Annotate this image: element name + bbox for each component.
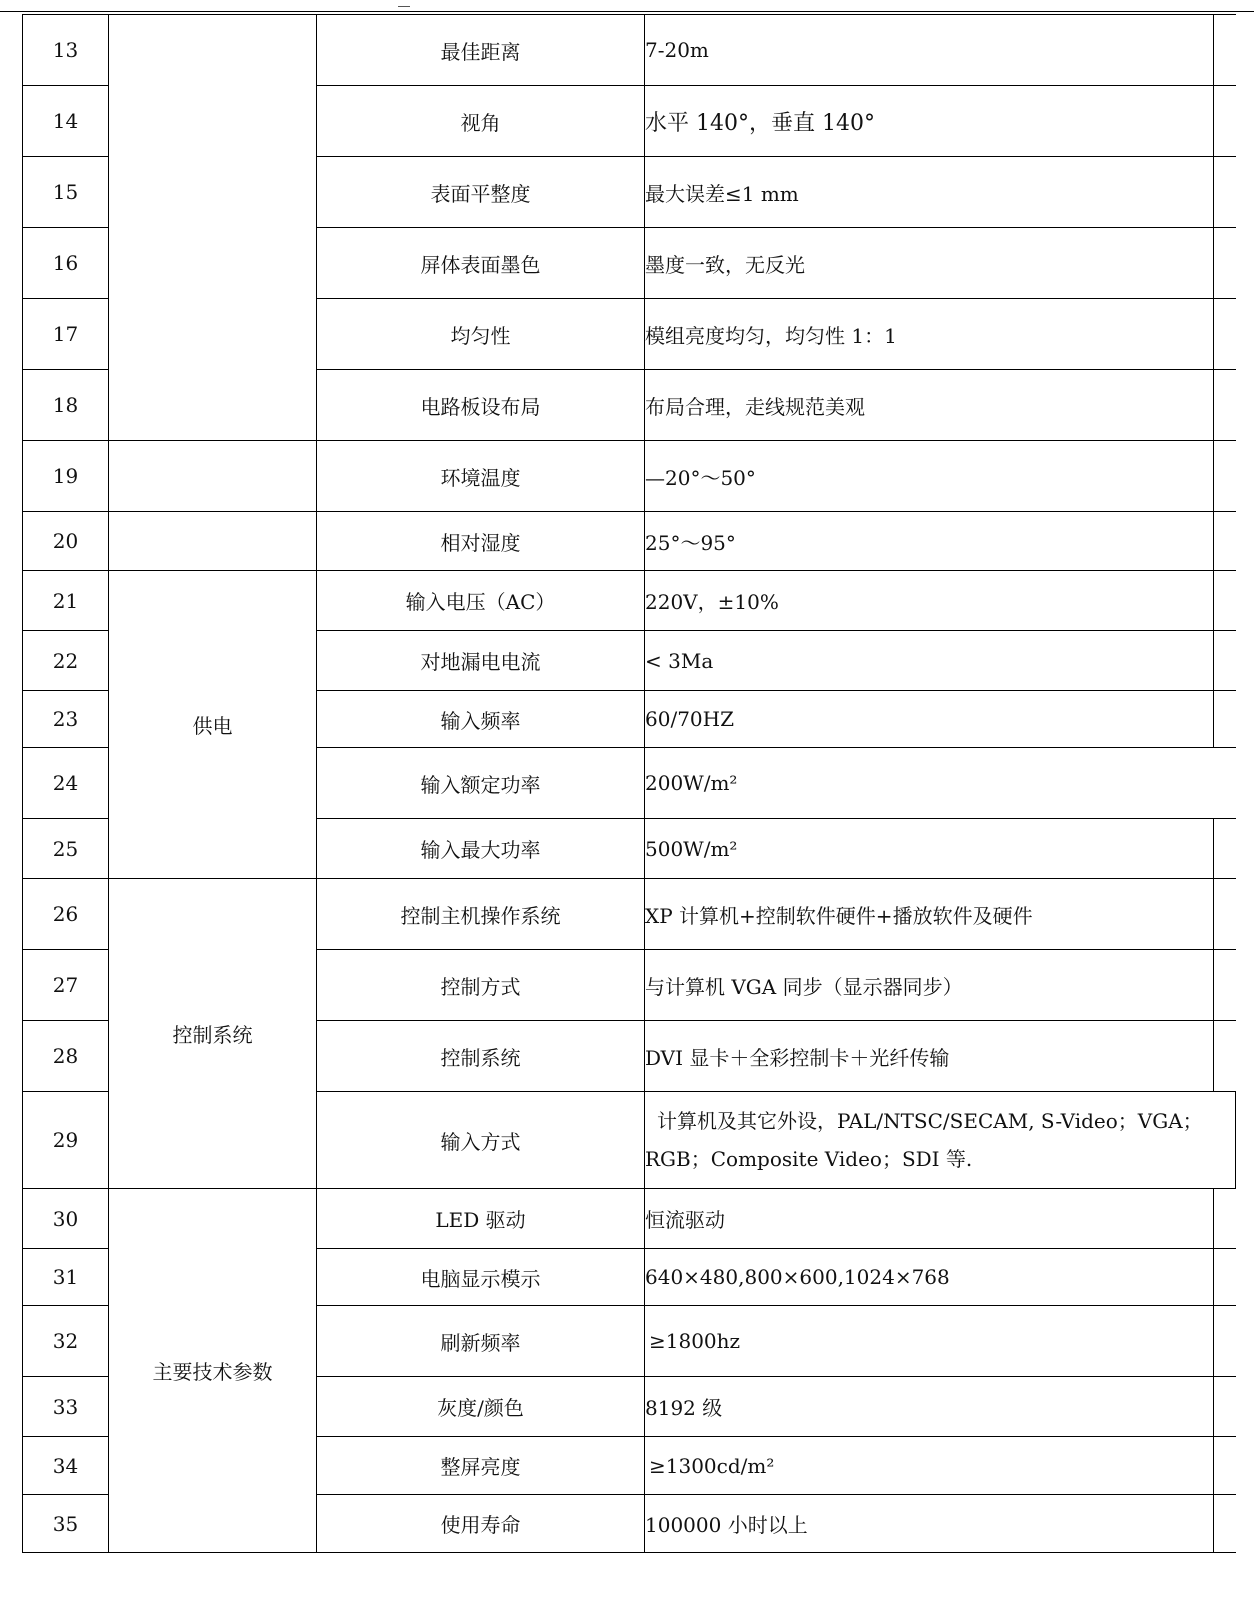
row-number: 22 bbox=[23, 631, 109, 691]
param-name: 使用寿命 bbox=[317, 1495, 645, 1553]
spec-table bbox=[22, 14, 1236, 1553]
table-edge-cell bbox=[1214, 691, 1236, 748]
param-value: DVI 显卡＋全彩控制卡＋光纤传输 bbox=[645, 1021, 1214, 1092]
param-value: ≥1300cd/m² bbox=[645, 1437, 1214, 1495]
param-value: 水平 140°，垂直 140° bbox=[645, 86, 1214, 157]
param-name: 电路板设布局 bbox=[317, 370, 645, 441]
param-name: 控制主机操作系统 bbox=[317, 879, 645, 950]
param-value bbox=[645, 1092, 1236, 1189]
row-number: 24 bbox=[23, 748, 109, 819]
category-power: 供电 bbox=[109, 571, 317, 879]
row-number: 32 bbox=[23, 1306, 109, 1377]
param-value: 恒流驱动 bbox=[645, 1189, 1214, 1249]
row-number: 25 bbox=[23, 819, 109, 879]
row-number: 34 bbox=[23, 1437, 109, 1495]
table-edge-cell bbox=[1214, 15, 1236, 86]
param-name: 最佳距离 bbox=[317, 15, 645, 86]
row-number: 33 bbox=[23, 1377, 109, 1437]
param-value: 墨度一致，无反光 bbox=[645, 228, 1214, 299]
row-number: 19 bbox=[23, 441, 109, 512]
param-name: 刷新频率 bbox=[317, 1306, 645, 1377]
table-row bbox=[23, 879, 1236, 950]
table-row bbox=[23, 1189, 1236, 1249]
row-number: 27 bbox=[23, 950, 109, 1021]
table-edge-cell bbox=[1214, 370, 1236, 441]
table-edge-cell bbox=[1214, 86, 1236, 157]
param-value-line-1: 计算机及其它外设，PAL/NTSC/SECAM, S-Video；VGA； bbox=[657, 1109, 1203, 1133]
param-value: < 3Ma bbox=[645, 631, 1214, 691]
table-row bbox=[23, 512, 1236, 571]
param-name: 电脑显示模示 bbox=[317, 1249, 645, 1306]
table-edge-cell bbox=[1214, 228, 1236, 299]
row-number: 16 bbox=[23, 228, 109, 299]
param-name: 控制方式 bbox=[317, 950, 645, 1021]
category-control: 控制系统 bbox=[109, 879, 317, 1189]
table-edge-cell bbox=[1214, 157, 1236, 228]
param-name: 控制系统 bbox=[317, 1021, 645, 1092]
param-name: 输入方式 bbox=[317, 1092, 645, 1189]
param-value: 220V，±10% bbox=[645, 571, 1214, 631]
row-number: 30 bbox=[23, 1189, 109, 1249]
row-number: 18 bbox=[23, 370, 109, 441]
param-value: 布局合理，走线规范美观 bbox=[645, 370, 1214, 441]
table-row bbox=[23, 571, 1236, 631]
row-number: 21 bbox=[23, 571, 109, 631]
row-number: 17 bbox=[23, 299, 109, 370]
row-number: 15 bbox=[23, 157, 109, 228]
param-name: 视角 bbox=[317, 86, 645, 157]
row-number: 26 bbox=[23, 879, 109, 950]
table-edge-cell bbox=[1214, 1306, 1236, 1377]
param-value: 与计算机 VGA 同步（显示器同步） bbox=[645, 950, 1214, 1021]
param-name: 对地漏电电流 bbox=[317, 631, 645, 691]
table-edge-cell bbox=[1214, 819, 1236, 879]
row-number: 35 bbox=[23, 1495, 109, 1553]
param-value: 8192 级 bbox=[645, 1377, 1214, 1437]
category-cell-empty bbox=[109, 441, 317, 512]
table-edge-cell bbox=[1214, 631, 1236, 691]
top-mark bbox=[398, 6, 410, 7]
param-name: 相对湿度 bbox=[317, 512, 645, 571]
param-name: 输入额定功率 bbox=[317, 748, 645, 819]
param-value: XP 计算机+控制软件硬件+播放软件及硬件 bbox=[645, 879, 1214, 950]
table-edge-cell bbox=[1214, 748, 1236, 819]
table-edge-cell bbox=[1214, 571, 1236, 631]
table-edge-cell bbox=[1214, 950, 1236, 1021]
param-value: 640×480,800×600,1024×768 bbox=[645, 1249, 1214, 1306]
category-main-tech: 主要技术参数 bbox=[109, 1189, 317, 1553]
param-value-line-2: RGB；Composite Video；SDI 等. bbox=[645, 1147, 973, 1171]
param-value: ≥1800hz bbox=[645, 1306, 1214, 1377]
table-edge-cell bbox=[1214, 1377, 1236, 1437]
category-cell-empty bbox=[109, 512, 317, 571]
table-row bbox=[23, 441, 1236, 512]
param-value: 7-20m bbox=[645, 15, 1214, 86]
param-name: 输入最大功率 bbox=[317, 819, 645, 879]
table-edge-cell bbox=[1214, 879, 1236, 950]
category-cell-empty bbox=[109, 15, 317, 441]
param-name: 均匀性 bbox=[317, 299, 645, 370]
table-edge-cell bbox=[1214, 1189, 1236, 1249]
param-value: 200W/m² bbox=[645, 748, 1214, 819]
param-name: 灰度/颜色 bbox=[317, 1377, 645, 1437]
param-name: 屏体表面墨色 bbox=[317, 228, 645, 299]
param-name: 环境温度 bbox=[317, 441, 645, 512]
table-edge-cell bbox=[1214, 441, 1236, 512]
param-name: 整屏亮度 bbox=[317, 1437, 645, 1495]
param-value: 模组亮度均匀，均匀性 1：1 bbox=[645, 299, 1214, 370]
row-number: 20 bbox=[23, 512, 109, 571]
row-number: 14 bbox=[23, 86, 109, 157]
param-value: 100000 小时以上 bbox=[645, 1495, 1214, 1553]
table-edge-cell bbox=[1214, 1495, 1236, 1553]
table-row bbox=[23, 15, 1236, 86]
top-border-line bbox=[0, 11, 1254, 12]
table-edge-cell bbox=[1214, 512, 1236, 571]
param-value: 最大误差≤1 mm bbox=[645, 157, 1214, 228]
param-value: —20°～50° bbox=[645, 441, 1214, 512]
param-name: 输入电压（AC） bbox=[317, 571, 645, 631]
table-edge-cell bbox=[1214, 1249, 1236, 1306]
table-edge-cell bbox=[1214, 299, 1236, 370]
row-number: 23 bbox=[23, 691, 109, 748]
table-edge-cell bbox=[1214, 1437, 1236, 1495]
param-value: 25°～95° bbox=[645, 512, 1214, 571]
param-value: 500W/m² bbox=[645, 819, 1214, 879]
param-name: 输入频率 bbox=[317, 691, 645, 748]
param-name: 表面平整度 bbox=[317, 157, 645, 228]
row-number: 29 bbox=[23, 1092, 109, 1189]
row-number: 31 bbox=[23, 1249, 109, 1306]
param-name: LED 驱动 bbox=[317, 1189, 645, 1249]
table-edge-cell bbox=[1214, 1021, 1236, 1092]
row-number: 28 bbox=[23, 1021, 109, 1092]
row-number: 13 bbox=[23, 15, 109, 86]
param-value: 60/70HZ bbox=[645, 691, 1214, 748]
